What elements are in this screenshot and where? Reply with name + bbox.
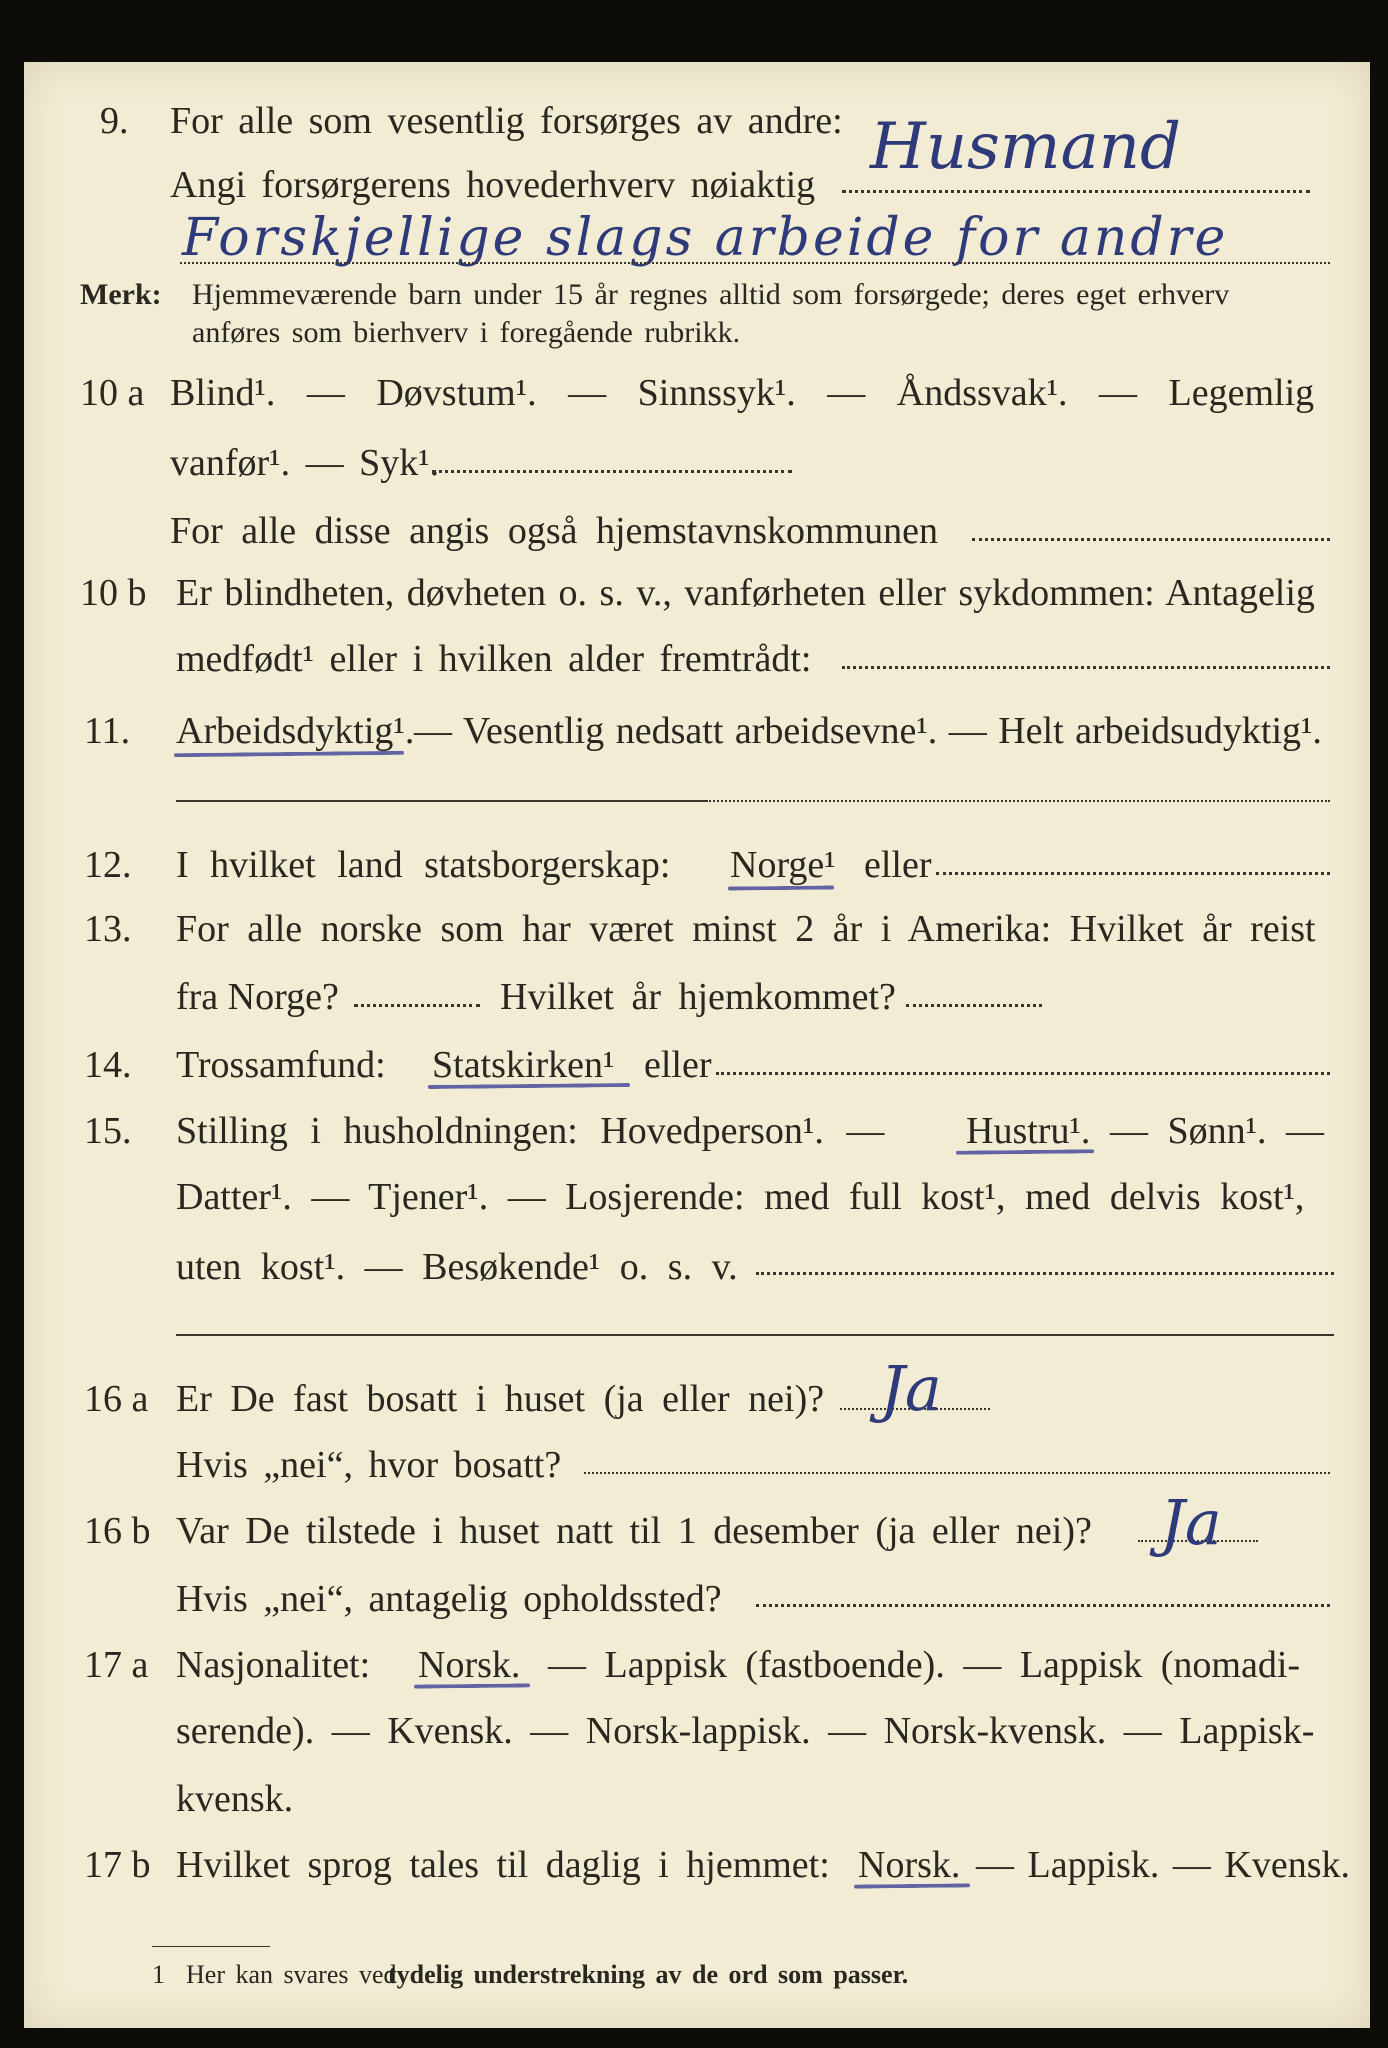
- q14-fill-line: [716, 1072, 1330, 1075]
- q16b-number: 16 b: [84, 1510, 151, 1552]
- q16a-line2: Hvis „nei“, hvor bosatt?: [176, 1444, 562, 1486]
- q17b-option-norsk: Norsk.: [858, 1844, 961, 1886]
- q9-number: 9.: [100, 100, 129, 142]
- q11-rule-2: [706, 800, 1330, 802]
- q16a-number: 16 a: [84, 1378, 149, 1420]
- q12-option-norge: Norge¹: [730, 844, 836, 886]
- q16a-line1: Er De fast bosatt i huset (ja eller nei)?: [176, 1378, 825, 1420]
- q17b-number: 17 b: [84, 1844, 151, 1886]
- q10b-number: 10 b: [80, 572, 147, 614]
- q17a-line2: serende). — Kvensk. — Norsk-lappisk. — Norsk-kvensk. — Lappisk-: [176, 1710, 1315, 1752]
- q11-number: 11.: [84, 710, 131, 752]
- q17a-number: 17 a: [84, 1644, 149, 1686]
- q9-fill-line-2: [180, 262, 1330, 264]
- q10b-line2: medfødt¹ eller i hvilken alder fremtrådt:: [176, 638, 812, 680]
- q9-fill-line: [842, 190, 1310, 193]
- q12-fill-line: [936, 872, 1330, 875]
- q9-answer-handwritten: Husmand: [870, 110, 1181, 184]
- q15-option-hustru: Hustru¹.: [966, 1110, 1091, 1152]
- q13-line2b: Hvilket år hjemkommet?: [500, 976, 896, 1018]
- q13-fill-line-year-return: [906, 1004, 1042, 1007]
- merk-label: Merk:: [80, 278, 162, 311]
- q14-number: 14.: [84, 1044, 132, 1086]
- footnote-text-b: tydelig understrekning av de ord som passer.: [388, 1960, 909, 1989]
- q17b-text: Hvilket sprog tales til daglig i hjemmet:: [176, 1844, 830, 1886]
- q9-line1: For alle som vesentlig forsørges av andre:: [170, 100, 843, 142]
- q17a-line3: kvensk.: [176, 1778, 294, 1820]
- q10a-line3: For alle disse angis også hjemstavnskommunen: [170, 510, 938, 552]
- q15-rule: [176, 1334, 1334, 1336]
- q11-rest: — Vesentlig nedsatt arbeidsevne¹. — Helt arbeidsudyktig¹.: [414, 710, 1322, 752]
- q11-rule-1: [176, 800, 706, 802]
- q16a-fill-line-2: [584, 1472, 1330, 1474]
- q17a-option-norsk: Norsk.: [418, 1644, 521, 1686]
- q15-fill-line: [756, 1272, 1334, 1275]
- merk-line2: anføres som bierhverv i foregående rubrikk.: [192, 316, 741, 349]
- q16a-answer-handwritten: Ja: [880, 1352, 942, 1425]
- q13-fill-line-year-left: [354, 1004, 480, 1007]
- q17a-line1c: — Lappisk (fastboende). — Lappisk (nomadi-: [548, 1644, 1301, 1686]
- q15-line1a: Stilling i husholdningen: Hovedperson¹. —: [176, 1110, 885, 1152]
- q16b-line2: Hvis „nei“, antagelig opholdssted?: [176, 1578, 722, 1620]
- merk-line1: Hjemmeværende barn under 15 år regnes alltid som forsørgede; deres eget erhverv: [192, 278, 1230, 311]
- footnote-mark: 1: [152, 1960, 165, 1989]
- q17b-rest: — Lappisk. — Kvensk.: [976, 1844, 1351, 1886]
- q10b-fill-line: [842, 666, 1330, 669]
- q16b-fill-line-2: [756, 1604, 1330, 1607]
- q13-line1: For alle norske som har været minst 2 år i Amerika: Hvilket år reist: [176, 908, 1316, 950]
- q12-text: I hvilket land statsborgerskap:: [176, 844, 671, 886]
- q13-number: 13.: [84, 908, 132, 950]
- q12-number: 12.: [84, 844, 132, 886]
- q10a-number: 10 a: [80, 372, 145, 414]
- q10a-line2: vanfør¹. — Syk¹.: [170, 442, 440, 484]
- q10a-fill-line: [432, 470, 792, 473]
- q14-eller: eller: [644, 1044, 712, 1086]
- q15-line3: uten kost¹. — Besøkende¹ o. s. v.: [176, 1246, 738, 1288]
- q15-line2: Datter¹. — Tjener¹. — Losjerende: med full kost¹, med delvis kost¹,: [176, 1176, 1305, 1218]
- q9-line2: Angi forsørgerens hovederhverv nøiaktig: [170, 164, 816, 206]
- q17a-label: Nasjonalitet:: [176, 1644, 371, 1686]
- q10a-line1: Blind¹. — Døvstum¹. — Sinnssyk¹. — Åndssvak¹. — Legemlig: [170, 372, 1315, 414]
- q14-option-statskirken: Statskirken¹: [432, 1044, 615, 1086]
- q16b-line1: Var De tilstede i huset natt til 1 desember (ja eller nei)?: [176, 1510, 1092, 1552]
- q15-line1c: — Sønn¹. —: [1110, 1110, 1325, 1152]
- q9-answer2-handwritten: Forskjellige slags arbeide for andre: [182, 208, 1229, 268]
- q16b-answer-handwritten: Ja: [1160, 1486, 1222, 1559]
- q10b-line1: Er blindheten, døvheten o. s. v., vanførheten eller sykdommen: Antagelig: [176, 572, 1315, 614]
- q12-eller: eller: [864, 844, 932, 886]
- q15-number: 15.: [84, 1110, 132, 1152]
- footnote-rule: [152, 1946, 270, 1947]
- q10a-fill-line-2: [972, 538, 1330, 541]
- q11-option-arbeidsdyktig: Arbeidsdyktig¹.: [176, 710, 415, 752]
- q14-text: Trossamfund:: [176, 1044, 386, 1086]
- q13-line2a: fra Norge?: [176, 976, 339, 1018]
- footnote-text-a: Her kan svares ved: [186, 1960, 397, 1989]
